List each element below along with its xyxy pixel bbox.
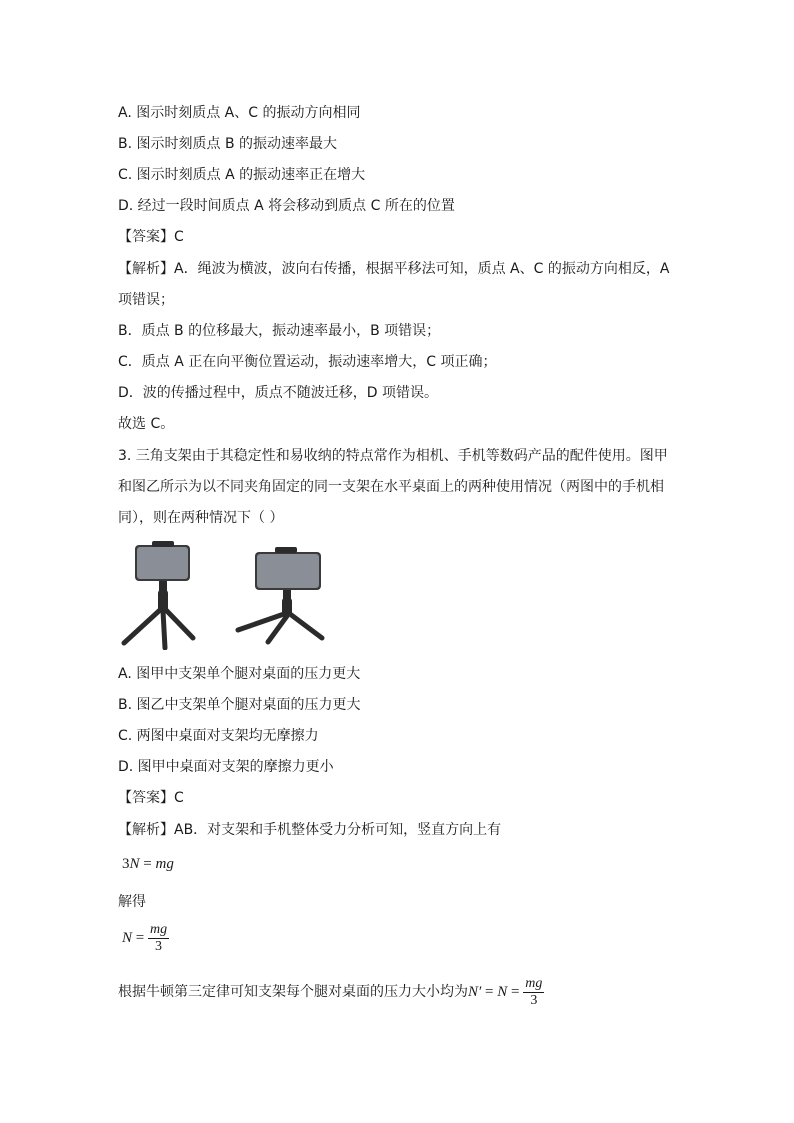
q2-option-c: C. 图示时刻质点 A 的振动速率正在增大 — [118, 167, 366, 183]
tripod-right — [238, 547, 322, 642]
eq1-var: N — [129, 856, 140, 872]
answer-label: 【答案】 — [118, 790, 174, 806]
q2-answer — [118, 227, 184, 247]
eq3-equals-1: = — [481, 984, 498, 1000]
eq3-denominator: 3 — [523, 992, 544, 1009]
analysis-text: AB．对支架和手机整体受力分析可知，竖直方向上有 — [174, 822, 502, 838]
analysis-text: A．绳波为横波，波向右传播，根据平移法可知，质点 A、C 的振动方向相反，A — [174, 261, 670, 277]
q2-analysis-line-3: B．质点 B 的位移最大，振动速率最小，B 项错误； — [118, 323, 441, 339]
eq2-numerator: mg — [149, 922, 168, 938]
q3-answer — [118, 788, 184, 808]
eq2-equals: = — [132, 930, 148, 946]
eq3-a: N′ — [468, 984, 482, 1000]
q3-option-a: A. 图甲中支架单个腿对桌面的压力更大 — [118, 666, 361, 682]
eq3-numerator: mg — [525, 976, 543, 992]
eq2-fraction — [148, 922, 169, 955]
q2-analysis-line-5: D．波的传播过程中，质点不随波迁移，D 项错误。 — [118, 385, 439, 401]
q3-stem-line-3: 同），则在两种情况下（ ） — [118, 510, 284, 526]
q3-stem-line-1: 3. 三角支架由于其稳定性和易收纳的特点常作为相机、手机等数码产品的配件使用。图甲 — [118, 448, 668, 464]
eq3-equals-2: = — [507, 984, 524, 1000]
eq1-coef: 3 — [122, 856, 130, 872]
eq2-denominator: 3 — [148, 938, 169, 955]
q3-option-b: B. 图乙中支架单个腿对桌面的压力更大 — [118, 697, 361, 713]
answer-label: 【答案】 — [118, 229, 174, 245]
eq1-equals: = — [139, 856, 156, 872]
q2-analysis-line-1 — [118, 259, 669, 279]
q2-option-b: B. 图示时刻质点 B 的振动速率最大 — [118, 136, 338, 152]
newton-third-law-line — [118, 974, 544, 1010]
answer-value: C — [174, 790, 184, 806]
solve-label: 解得 — [118, 894, 146, 910]
equation-n-mg-over-3 — [122, 920, 169, 956]
q3-option-d: D. 图甲中桌面对支架的摩擦力更小 — [118, 759, 334, 775]
eq3-fraction — [523, 976, 544, 1009]
q2-conclusion: 故选 C。 — [118, 416, 175, 432]
tripod-left — [124, 541, 193, 648]
eq1-rhs: mg — [155, 856, 174, 872]
analysis-label: 【解析】 — [118, 822, 174, 838]
tripod-photos — [118, 538, 328, 650]
q3-option-c: C. 两图中桌面对支架均无摩擦力 — [118, 728, 319, 744]
q2-analysis-line-4: C．质点 A 正在向平衡位置运动，振动速率增大，C 项正确； — [118, 354, 497, 370]
equation-3n-mg — [122, 854, 174, 874]
newton-text: 根据牛顿第三定律可知支架每个腿对桌面的压力大小均为 — [118, 984, 468, 1000]
eq2-lhs: N — [122, 930, 133, 946]
q3-analysis-line-1 — [118, 820, 501, 840]
q3-stem-line-2: 和图乙所示为以不同夹角固定的同一支架在水平桌面上的两种使用情况（两图中的手机相 — [118, 479, 664, 495]
q2-option-d: D. 经过一段时间质点 A 将会移动到质点 C 所在的位置 — [118, 198, 455, 214]
equation-n-prime — [468, 976, 544, 1009]
q2-option-a: A. 图示时刻质点 A、C 的振动方向相同 — [118, 105, 361, 121]
analysis-label: 【解析】 — [118, 261, 174, 277]
answer-value: C — [174, 229, 184, 245]
eq3-b: N — [497, 984, 508, 1000]
q2-analysis-line-2: 项错误； — [118, 292, 174, 308]
